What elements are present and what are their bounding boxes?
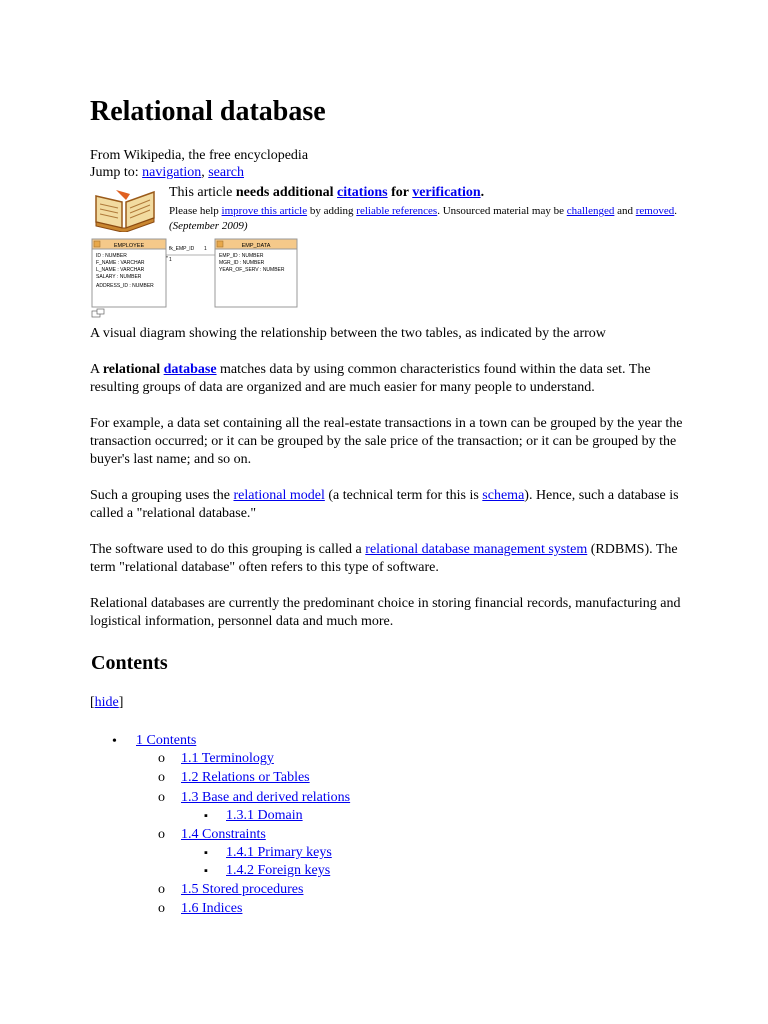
challenged-link[interactable]: challenged — [566, 205, 615, 217]
bracket: [ — [90, 695, 95, 710]
toc-item[interactable] — [226, 862, 330, 880]
para-bold: relational — [102, 362, 161, 377]
toc-link[interactable]: 1.4 Constraints — [181, 827, 266, 842]
toc-link[interactable]: 1.3 Base and derived relations — [181, 790, 351, 805]
from-line: From Wikipedia, the free encyclopedia — [90, 148, 309, 163]
table-icon — [217, 241, 223, 247]
para-text: ). Hence, such a database is called a "relational database." — [90, 488, 679, 521]
toc-link[interactable]: 1.4.2 Foreign keys — [226, 863, 331, 878]
notice-line-2 — [169, 204, 689, 234]
citations-link[interactable]: citations — [337, 185, 388, 200]
jump-prefix: Jump to: — [90, 165, 143, 180]
relation-label: fk_EMP_ID — [169, 246, 195, 252]
paragraph-1 — [90, 361, 690, 397]
relational-model-link[interactable]: relational model — [233, 488, 325, 503]
paragraph-4 — [90, 541, 690, 577]
subtitle-block — [90, 147, 308, 181]
toc-bullet: o — [158, 790, 165, 805]
notice-text: . Unsourced material may be — [437, 205, 567, 217]
notice-text: . — [674, 205, 677, 217]
notice-end: . — [480, 185, 485, 200]
rdbms-link[interactable]: relational database management system — [365, 542, 588, 557]
paragraph-2: For example, a data set containing all the real-estate transactions in a town can be grouped by the year the transaction occurred; or it can be grouped by the sale price of the transaction; or it can be grouped by the buyer's last name; and so on. — [90, 416, 683, 467]
paragraph-3 — [90, 487, 690, 523]
relation-arrow: « — [166, 254, 169, 259]
notice-for: for — [387, 185, 413, 200]
open-book-icon — [92, 186, 158, 232]
jump-sep: , — [201, 165, 209, 180]
notice-text: and — [614, 205, 636, 217]
para-text: (a technical term for this is — [324, 488, 483, 503]
verification-link[interactable]: verification — [412, 185, 481, 200]
toc-bullet: o — [158, 901, 165, 916]
notice-text: This article — [169, 185, 236, 200]
page-title: Relational database — [90, 96, 326, 127]
improve-link[interactable]: improve this article — [221, 205, 308, 217]
toc-toggle — [90, 694, 123, 712]
notice-bold: needs additional — [235, 185, 338, 200]
notice-line-1 — [169, 184, 484, 202]
bracket: ] — [118, 695, 124, 710]
toc-bullet: o — [158, 751, 165, 766]
notice-text: by adding — [307, 205, 357, 217]
emp-data-field: YEAR_OF_SERV : NUMBER — [219, 267, 285, 273]
toc-link[interactable]: 1.3.1 Domain — [226, 808, 303, 823]
contents-heading: Contents — [91, 652, 168, 674]
para-text: matches data by using common characteristics found within the data set. The resulting groups of data are organized and are much easier for many people to understand. — [90, 362, 651, 395]
toc-link[interactable]: 1.4.1 Primary keys — [226, 845, 332, 860]
employee-table-name: EMPLOYEE — [113, 243, 145, 249]
emp-data-table-name: EMP_DATA — [241, 243, 271, 249]
toc-item[interactable] — [181, 881, 303, 899]
navigation-link[interactable]: navigation — [142, 165, 202, 180]
employee-field: SALARY : NUMBER — [96, 274, 142, 280]
para-text: A — [90, 362, 103, 377]
para-text: The software used to do this grouping is called a — [90, 542, 366, 557]
toc-link[interactable]: 1.2 Relations or Tables — [181, 770, 310, 785]
toc-link[interactable]: 1.6 Indices — [181, 901, 243, 916]
toc-link[interactable]: 1.1 Terminology — [181, 751, 274, 766]
database-link[interactable]: database — [163, 362, 217, 377]
removed-link[interactable]: removed — [635, 205, 675, 217]
toc-item[interactable] — [181, 826, 266, 844]
toc-bullet: ▪ — [204, 847, 208, 859]
para-text: Such a grouping uses the — [90, 488, 234, 503]
toc-item[interactable] — [181, 900, 242, 918]
toc-item[interactable] — [181, 769, 310, 787]
employee-field: F_NAME : VARCHAR — [96, 260, 145, 266]
relation-card-right: 1 — [204, 246, 207, 252]
notice-text: Please help — [169, 205, 222, 217]
toc-bullet: ▪ — [204, 865, 208, 877]
toc-bullet: o — [158, 770, 165, 785]
toc-item[interactable] — [181, 789, 350, 807]
enlarge-icon-inner — [97, 309, 104, 314]
toc-bullet: • — [112, 734, 117, 749]
employee-field: ADDRESS_ID : NUMBER — [96, 283, 154, 289]
toc-link[interactable]: 1.5 Stored procedures — [181, 882, 304, 897]
jump-line — [90, 164, 308, 181]
diagram-caption: A visual diagram showing the relationship between the two tables, as indicated by the arrow — [90, 326, 606, 341]
search-link[interactable]: search — [208, 165, 244, 180]
toc-item[interactable] — [136, 732, 196, 750]
toc-item[interactable] — [226, 844, 332, 862]
paragraph-5: Relational databases are currently the predominant choice in storing financial records, manufacturing and logistical information, personnel data and much more. — [90, 596, 681, 629]
toc-bullet: o — [158, 827, 165, 842]
para-text: (RDBMS). The term "relational database" often refers to this type of software. — [90, 542, 678, 575]
relation-card-left: 1 — [169, 257, 172, 263]
toc-item[interactable] — [226, 807, 303, 825]
reliable-references-link[interactable]: reliable references — [356, 205, 438, 217]
er-diagram — [90, 238, 300, 320]
toc-link[interactable]: 1 Contents — [136, 733, 197, 748]
toc-bullet: ▪ — [204, 810, 208, 822]
employee-field: ID : NUMBER — [96, 253, 127, 259]
employee-field: L_NAME : VARCHAR — [96, 267, 145, 273]
hide-link[interactable]: hide — [94, 695, 119, 710]
emp-data-field: MGR_ID : NUMBER — [219, 260, 265, 266]
emp-data-field: EMP_ID : NUMBER — [219, 253, 264, 259]
toc-item[interactable] — [181, 750, 274, 768]
table-icon — [94, 241, 100, 247]
notice-date: (September 2009) — [169, 220, 248, 232]
toc-bullet: o — [158, 882, 165, 897]
schema-link[interactable]: schema — [482, 488, 525, 503]
